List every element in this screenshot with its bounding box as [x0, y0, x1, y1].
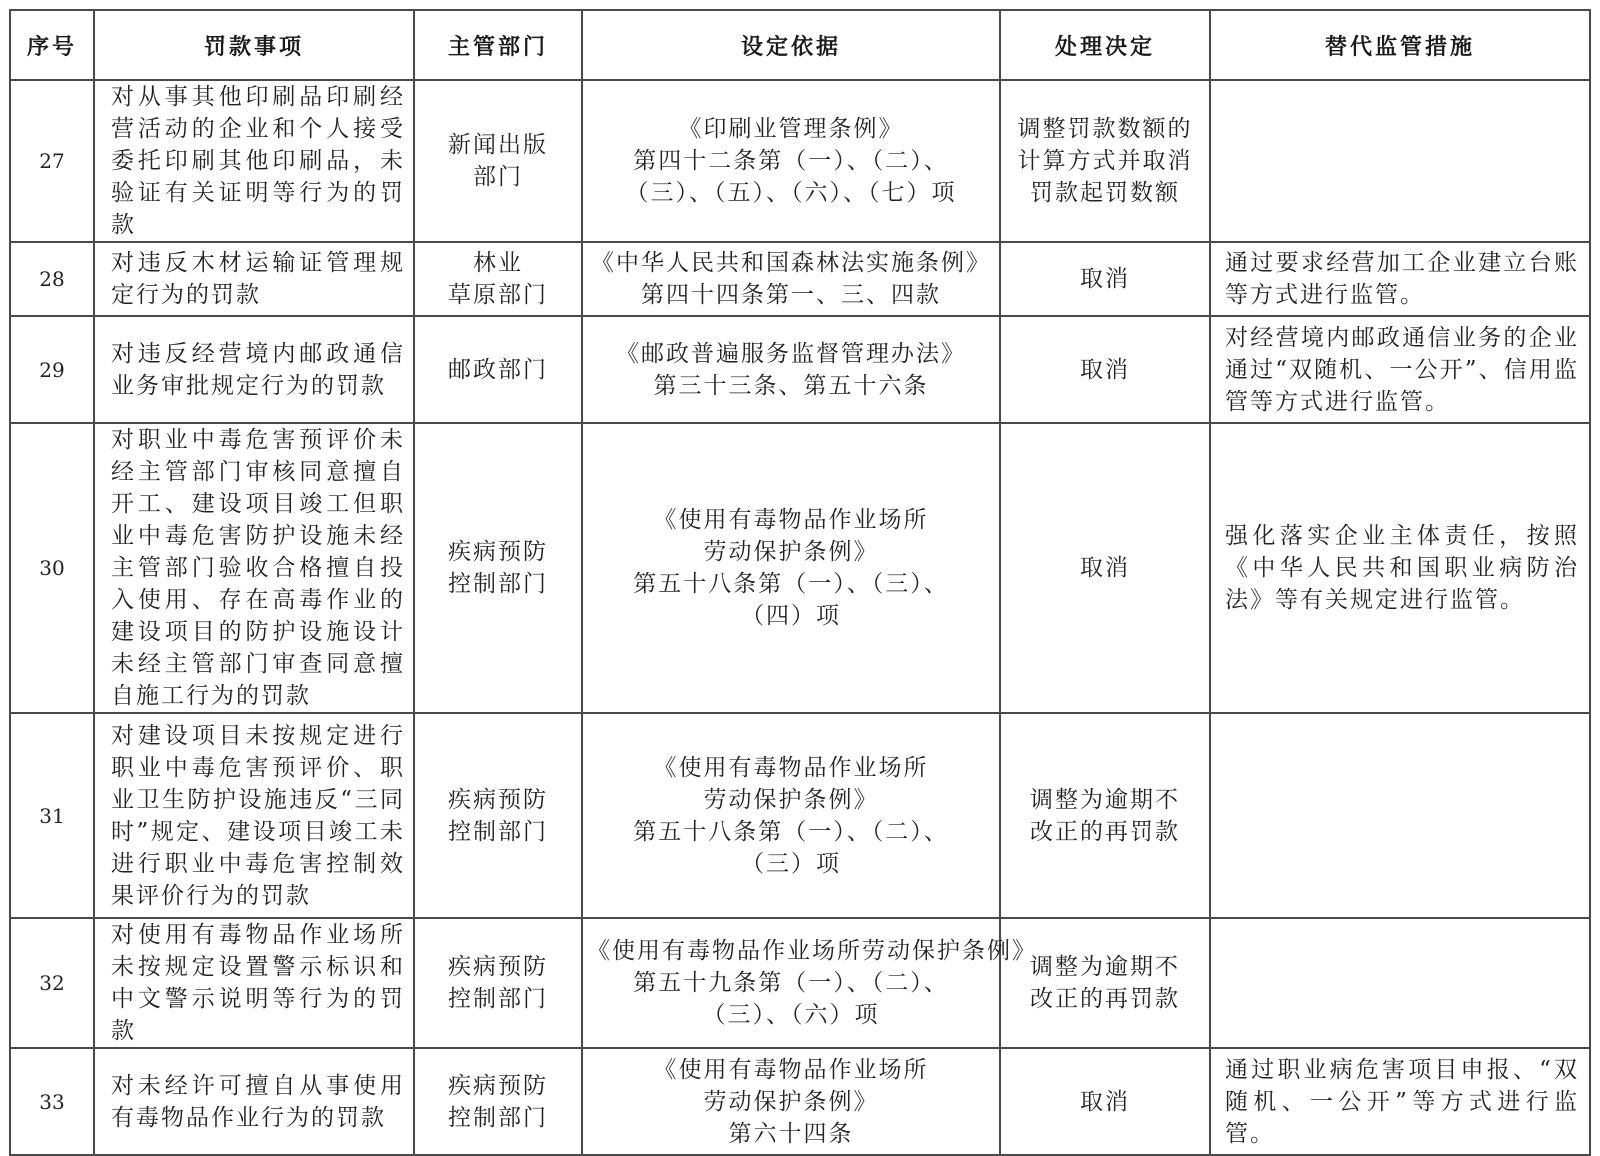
alternative-measure — [1210, 80, 1590, 242]
legal-basis-line: 劳动保护条例》 — [703, 539, 879, 565]
department-line: 疾病预防 — [448, 1072, 548, 1099]
legal-basis-line: 《使用有毒物品作业场所劳动保护条例》 — [587, 938, 1037, 964]
row-number: 32 — [10, 918, 94, 1048]
decision-line: 改正的再罚款 — [1030, 986, 1180, 1012]
department-line: 控制部门 — [448, 1104, 548, 1131]
legal-basis-line: 《印刷业管理条例》 — [678, 116, 904, 142]
legal-basis-line: 《使用有毒物品作业场所 — [653, 507, 929, 533]
decision-line: 计算方式并取消 — [1017, 148, 1193, 174]
table-row — [10, 316, 1590, 423]
table-row — [10, 918, 1590, 1048]
department-line: 部门 — [473, 164, 523, 190]
legal-basis-line: 劳动保护条例》 — [703, 1088, 879, 1115]
department — [414, 918, 582, 1048]
row-number: 29 — [10, 316, 94, 423]
decision-line: 取消 — [1080, 555, 1130, 581]
department-line: 控制部门 — [448, 986, 548, 1012]
decision-line: 调整为逾期不 — [1030, 786, 1180, 813]
legal-basis-line: 第五十九条第（一）、（二）、 — [633, 970, 949, 996]
decision-line: 取消 — [1080, 356, 1130, 383]
row-number: 28 — [10, 242, 94, 316]
legal-basis-line: 第五十八条第（一）、（三）、 — [633, 571, 949, 597]
table-body — [10, 80, 1590, 1155]
row-number: 33 — [10, 1048, 94, 1155]
decision-line: 取消 — [1080, 266, 1130, 292]
legal-basis — [582, 316, 1000, 423]
legal-basis-line: 《中华人民共和国森林法实施条例》 — [591, 250, 991, 276]
row-number: 31 — [10, 713, 94, 918]
legal-basis — [582, 1048, 1000, 1155]
decision — [1000, 1048, 1210, 1155]
department — [414, 423, 582, 713]
legal-basis — [582, 918, 1037, 1048]
legal-basis-line: （四）项 — [741, 603, 841, 629]
legal-basis-line: 劳动保护条例》 — [703, 786, 879, 813]
department-line: 控制部门 — [448, 818, 548, 845]
table-row — [10, 242, 1590, 316]
legal-basis-line: （三）、（六）项 — [702, 1002, 880, 1028]
legal-basis — [582, 80, 1000, 242]
penalty-item: 对职业中毒危害预评价未经主管部门审核同意擅自开工、建设项目竣工但职业中毒危害防护设施未经主管部门验收合格擅自投入使用、存在高毒作业的建设项目的防护设施设计未经主管部门审查同意擅自施工行为的罚款 — [94, 423, 414, 713]
header-basis: 设定依据 — [582, 10, 1000, 80]
decision — [1000, 242, 1210, 316]
department-line: 邮政部门 — [448, 356, 548, 383]
legal-basis — [582, 423, 1000, 713]
department — [414, 242, 582, 316]
legal-basis-line: 《使用有毒物品作业场所 — [653, 1056, 929, 1083]
legal-basis-line: 第六十四条 — [728, 1120, 854, 1147]
alternative-measure: 通过要求经营加工企业建立台账等方式进行监管。 — [1210, 242, 1590, 316]
decision-line: 调整为逾期不 — [1030, 954, 1180, 980]
header-row — [10, 10, 1590, 80]
table-row — [10, 713, 1590, 918]
decision-line: 罚款起罚数额 — [1030, 180, 1180, 206]
penalty-table — [9, 9, 1591, 1156]
table-row — [10, 80, 1590, 242]
department-line: 林业 — [473, 250, 523, 276]
row-number: 27 — [10, 80, 94, 242]
alternative-measure — [1210, 918, 1590, 1048]
decision — [1000, 423, 1210, 713]
decision-line: 改正的再罚款 — [1030, 818, 1180, 845]
legal-basis-line: 《邮政普遍服务监督管理办法》 — [616, 340, 966, 367]
penalty-item: 对违反经营境内邮政通信业务审批规定行为的罚款 — [94, 316, 414, 423]
legal-basis-line: （三）项 — [741, 850, 841, 877]
header-decision: 处理决定 — [1000, 10, 1210, 80]
decision — [1000, 713, 1210, 918]
penalty-item: 对建设项目未按规定进行职业中毒危害预评价、职业卫生防护设施违反“三同时”规定、建设项目竣工未进行职业中毒危害控制效果评价行为的罚款 — [94, 713, 414, 918]
decision — [1000, 80, 1210, 242]
department-line: 疾病预防 — [448, 954, 548, 980]
legal-basis — [582, 713, 1000, 918]
legal-basis-line: （三）、（五）、（六）、（七）项 — [625, 180, 957, 206]
decision-line: 取消 — [1080, 1088, 1130, 1115]
penalty-item: 对从事其他印刷品印刷经营活动的企业和个人接受委托印刷其他印刷品，未验证有关证明等行为的罚款 — [94, 80, 414, 242]
department-line: 新闻出版 — [448, 132, 548, 158]
header-dept: 主管部门 — [414, 10, 582, 80]
department — [414, 80, 582, 242]
legal-basis — [582, 242, 1000, 316]
legal-basis-line: 第三十三条、第五十六条 — [653, 372, 929, 399]
penalty-item: 对违反木材运输证管理规定行为的罚款 — [94, 242, 414, 316]
penalty-item: 对未经许可擅自从事使用有毒物品作业行为的罚款 — [94, 1048, 414, 1155]
legal-basis-line: 《使用有毒物品作业场所 — [653, 754, 929, 781]
header-measure: 替代监管措施 — [1210, 10, 1590, 80]
alternative-measure: 强化落实企业主体责任，按照《中华人民共和国职业病防治法》等有关规定进行监管。 — [1210, 423, 1590, 713]
table-row — [10, 423, 1590, 713]
department-line: 疾病预防 — [448, 786, 548, 813]
department — [414, 713, 582, 918]
legal-basis-line: 第四十四条第一、三、四款 — [641, 282, 941, 308]
alternative-measure — [1210, 713, 1590, 918]
department — [414, 316, 582, 423]
department-line: 疾病预防 — [448, 539, 548, 565]
department — [414, 1048, 582, 1155]
row-number: 30 — [10, 423, 94, 713]
header-item: 罚款事项 — [94, 10, 414, 80]
alternative-measure: 通过职业病危害项目申报、“双随机、一公开”等方式进行监管。 — [1210, 1048, 1590, 1155]
department-line: 草原部门 — [448, 282, 548, 308]
header-no: 序号 — [10, 10, 94, 80]
decision — [1000, 316, 1210, 423]
legal-basis-line: 第四十二条第（一）、（二）、 — [633, 148, 949, 174]
department-line: 控制部门 — [448, 571, 548, 597]
legal-basis-line: 第五十八条第（一）、（二）、 — [633, 818, 949, 845]
alternative-measure: 对经营境内邮政通信业务的企业通过“双随机、一公开”、信用监管等方式进行监管。 — [1210, 316, 1590, 423]
decision-line: 调整罚款数额的 — [1017, 116, 1193, 142]
table-row — [10, 1048, 1590, 1155]
penalty-item: 对使用有毒物品作业场所未按规定设置警示标识和中文警示说明等行为的罚款 — [94, 918, 414, 1048]
